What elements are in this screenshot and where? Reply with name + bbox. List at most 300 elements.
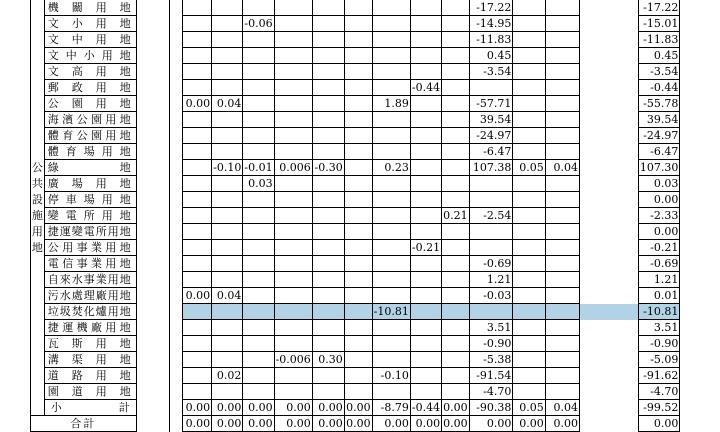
value-cell xyxy=(545,48,579,64)
spacer-cell xyxy=(136,288,169,304)
value-cell xyxy=(274,80,312,96)
row-total: 107.30 xyxy=(639,161,679,174)
value-cell xyxy=(212,16,243,32)
value-cell xyxy=(513,240,545,256)
value-cell xyxy=(212,0,243,16)
value-cell: -0.10 xyxy=(372,368,410,384)
value-cell xyxy=(410,208,441,224)
value-cell xyxy=(410,224,441,240)
value-cell xyxy=(243,336,274,352)
spacer-cell xyxy=(136,128,169,144)
spacer-cell xyxy=(136,160,169,176)
row-label: 體育公園用地 xyxy=(44,128,136,144)
spacer-cell xyxy=(169,400,183,416)
row-total: 0.45 xyxy=(638,48,680,64)
value-cell xyxy=(513,304,545,320)
value-cell xyxy=(410,0,441,16)
row-label: 文中小用地 xyxy=(44,48,136,64)
value-cell: -0.03 xyxy=(469,288,513,304)
value-cell: 0.00 xyxy=(372,416,410,432)
value-cell xyxy=(243,32,274,48)
value-cell xyxy=(212,256,243,272)
value-cell xyxy=(545,144,579,160)
spacer-cell xyxy=(136,224,169,240)
value-cell: -24.97 xyxy=(469,128,513,144)
value-cell xyxy=(410,32,441,48)
table-row xyxy=(31,0,720,16)
value-cell xyxy=(372,16,410,32)
value-cell: -90.38 xyxy=(469,400,513,416)
value-cell: -0.21 xyxy=(411,241,441,254)
value-cell: -0.006 xyxy=(275,353,311,366)
value-cell: 0.00 xyxy=(183,288,212,304)
value-cell xyxy=(312,64,344,80)
value-cell: -57.71 xyxy=(469,96,513,112)
value-cell xyxy=(212,336,243,352)
spacer-cell xyxy=(136,112,169,128)
value-cell xyxy=(274,112,312,128)
category-cell xyxy=(31,80,45,96)
value-cell xyxy=(274,288,312,304)
value-cell xyxy=(212,304,243,320)
value-cell xyxy=(410,128,441,144)
value-cell xyxy=(442,288,470,304)
value-cell xyxy=(545,128,579,144)
value-cell xyxy=(274,96,312,112)
value-cell: -6.47 xyxy=(469,144,513,160)
value-cell xyxy=(243,304,274,320)
value-cell xyxy=(243,64,274,80)
value-cell xyxy=(274,144,312,160)
row-label: 變電所用地 xyxy=(44,208,136,224)
row-label: 電信事業用地 xyxy=(44,256,136,272)
value-cell xyxy=(312,336,344,352)
value-cell xyxy=(274,240,312,256)
row-total: -6.47 xyxy=(638,144,680,160)
value-cell xyxy=(513,256,545,272)
category-cell: 共 xyxy=(31,177,43,190)
value-cell xyxy=(183,192,212,208)
value-cell xyxy=(183,320,212,336)
value-cell xyxy=(212,208,243,224)
value-cell xyxy=(274,16,312,32)
value-cell: 0.00 xyxy=(312,416,344,432)
value-cell xyxy=(442,192,470,208)
value-cell xyxy=(442,16,470,32)
value-cell xyxy=(274,304,312,320)
value-cell xyxy=(410,112,441,128)
table-row xyxy=(31,256,720,272)
value-cell xyxy=(212,128,243,144)
value-cell xyxy=(410,320,441,336)
value-cell: 107.38 xyxy=(469,160,513,176)
value-cell xyxy=(513,192,545,208)
value-cell xyxy=(545,64,579,80)
category-cell xyxy=(31,384,45,400)
spacer-cell xyxy=(169,416,183,432)
value-cell xyxy=(183,32,212,48)
value-cell xyxy=(545,96,579,112)
value-cell xyxy=(344,272,372,288)
value-cell xyxy=(469,304,513,320)
table-row xyxy=(31,64,720,80)
value-cell xyxy=(344,80,372,96)
value-cell xyxy=(442,176,470,192)
row-total: -4.70 xyxy=(638,384,680,400)
value-cell: 1.89 xyxy=(372,96,410,112)
category-cell xyxy=(31,368,45,384)
value-cell xyxy=(183,0,212,16)
value-cell: 0.04 xyxy=(545,160,579,176)
spacer-cell xyxy=(136,0,169,16)
spacer-cell xyxy=(169,352,183,368)
value-cell: -0.69 xyxy=(469,256,513,272)
value-cell xyxy=(344,224,372,240)
value-cell xyxy=(212,192,243,208)
grand-total-row xyxy=(31,416,720,432)
value-cell: 1.21 xyxy=(469,272,513,288)
spacer-cell xyxy=(136,416,169,432)
value-cell xyxy=(372,192,410,208)
value-cell: 0.45 xyxy=(469,48,513,64)
value-cell: 0.00 xyxy=(212,400,243,416)
value-cell xyxy=(183,128,212,144)
category-cell xyxy=(31,16,45,32)
value-cell xyxy=(183,352,212,368)
subtotal-total: -99.52 xyxy=(638,400,680,416)
value-cell xyxy=(442,240,470,256)
table-body xyxy=(31,0,720,432)
value-cell: 0.00 xyxy=(410,416,441,432)
value-cell xyxy=(312,384,344,400)
spacer-cell xyxy=(580,208,639,224)
value-cell xyxy=(442,96,470,112)
value-cell xyxy=(344,240,372,256)
spacer-cell xyxy=(169,336,183,352)
value-cell xyxy=(545,368,579,384)
spacer-cell xyxy=(580,0,639,16)
value-cell xyxy=(312,16,344,32)
value-cell xyxy=(442,64,470,80)
value-cell xyxy=(513,64,545,80)
spacer-cell xyxy=(136,240,169,256)
value-cell xyxy=(344,144,372,160)
value-cell xyxy=(312,256,344,272)
value-cell xyxy=(513,0,545,16)
value-cell: -2.54 xyxy=(469,208,513,224)
spacer-cell xyxy=(580,224,639,240)
row-label: 體育場用地 xyxy=(44,144,136,160)
value-cell xyxy=(183,64,212,80)
value-cell xyxy=(344,128,372,144)
table-row xyxy=(31,384,720,400)
value-cell xyxy=(243,192,274,208)
table-row xyxy=(31,32,720,48)
value-cell xyxy=(372,64,410,80)
row-total: 39.54 xyxy=(638,112,680,128)
row-label: 廣 場 用 地 xyxy=(44,176,136,192)
spacer-cell xyxy=(580,80,639,96)
value-cell xyxy=(312,192,344,208)
value-cell xyxy=(344,48,372,64)
value-cell xyxy=(442,80,470,96)
spacer-cell xyxy=(580,96,639,112)
value-cell: -0.06 xyxy=(244,17,273,30)
value-cell xyxy=(344,304,372,320)
value-cell xyxy=(344,208,372,224)
value-cell xyxy=(183,80,212,96)
value-cell xyxy=(212,32,243,48)
value-cell xyxy=(410,64,441,80)
table-row xyxy=(31,208,720,224)
category-cell: 施 xyxy=(31,209,43,222)
value-cell xyxy=(274,176,312,192)
value-cell xyxy=(442,128,470,144)
value-cell xyxy=(312,128,344,144)
spacer-cell xyxy=(580,192,639,208)
value-cell: 0.00 xyxy=(346,417,371,430)
row-label: 公用事業用地 xyxy=(44,240,136,256)
spacer-cell xyxy=(136,256,169,272)
value-cell xyxy=(312,304,344,320)
spacer-cell xyxy=(136,304,169,320)
value-cell xyxy=(344,32,372,48)
value-cell xyxy=(243,96,274,112)
value-cell xyxy=(513,96,545,112)
value-cell: 0.05 xyxy=(513,400,545,416)
spacer-cell xyxy=(580,48,639,64)
value-cell: 0.04 xyxy=(212,288,243,304)
value-cell xyxy=(243,224,274,240)
value-cell xyxy=(513,208,545,224)
spacer-cell xyxy=(169,320,183,336)
value-cell xyxy=(513,320,545,336)
category-cell xyxy=(31,256,45,272)
value-cell: 0.00 xyxy=(243,416,274,432)
value-cell xyxy=(243,352,274,368)
value-cell: -0.30 xyxy=(312,160,344,176)
row-label: 自來水事業用地 xyxy=(44,272,136,288)
value-cell xyxy=(183,304,212,320)
row-label: 文 中 用 地 xyxy=(44,32,136,48)
value-cell xyxy=(243,208,274,224)
value-cell xyxy=(344,192,372,208)
value-cell xyxy=(372,320,410,336)
row-total: -17.22 xyxy=(638,0,680,16)
value-cell: 0.00 xyxy=(274,416,312,432)
spacer-cell xyxy=(136,48,169,64)
row-label: 污水處理廠用地 xyxy=(44,288,136,304)
value-cell xyxy=(469,192,513,208)
value-cell xyxy=(243,240,274,256)
row-total: -0.44 xyxy=(638,80,680,96)
value-cell xyxy=(513,112,545,128)
value-cell xyxy=(312,320,344,336)
value-cell xyxy=(212,272,243,288)
category-cell xyxy=(31,288,45,304)
value-cell xyxy=(442,304,470,320)
value-cell xyxy=(344,160,372,176)
spacer-cell xyxy=(136,16,169,32)
value-cell xyxy=(469,240,513,256)
row-total: -11.83 xyxy=(638,32,680,48)
table-row xyxy=(31,320,720,336)
table-row xyxy=(31,352,720,368)
value-cell xyxy=(243,288,274,304)
value-cell: 0.00 xyxy=(346,401,371,414)
row-total: 0.00 xyxy=(638,192,680,208)
value-cell xyxy=(312,112,344,128)
land-use-change-table xyxy=(30,0,720,432)
category-cell xyxy=(31,144,45,160)
category-cell: 公 xyxy=(31,161,43,174)
table-row xyxy=(31,144,720,160)
value-cell: 0.00 xyxy=(183,416,212,432)
value-cell: -91.54 xyxy=(469,368,513,384)
value-cell xyxy=(513,128,545,144)
value-cell xyxy=(344,336,372,352)
category-cell: 用 xyxy=(31,225,43,238)
value-cell xyxy=(410,304,441,320)
spacer-cell xyxy=(580,128,639,144)
value-cell xyxy=(372,112,410,128)
value-cell xyxy=(442,112,470,128)
value-cell xyxy=(243,80,274,96)
value-cell: -8.79 xyxy=(372,400,410,416)
category-cell xyxy=(31,304,45,320)
spacer-cell xyxy=(580,320,639,336)
value-cell: -4.70 xyxy=(469,384,513,400)
table-row xyxy=(31,176,720,192)
value-cell xyxy=(344,0,372,16)
value-cell xyxy=(344,112,372,128)
row-label: 道 路 用 地 xyxy=(44,368,136,384)
value-cell xyxy=(274,0,312,16)
spacer-cell xyxy=(169,64,183,80)
value-cell xyxy=(545,32,579,48)
spacer-cell xyxy=(169,48,183,64)
value-cell: 0.21 xyxy=(443,209,468,222)
value-cell xyxy=(372,240,410,256)
value-cell xyxy=(545,112,579,128)
row-label: 郵 政 用 地 xyxy=(44,80,136,96)
row-label: 垃圾焚化爐用地 xyxy=(44,304,136,320)
value-cell: 0.00 xyxy=(469,416,513,432)
value-cell: 0.00 xyxy=(212,416,243,432)
table-row xyxy=(31,240,720,256)
spacer-cell xyxy=(169,80,183,96)
value-cell xyxy=(372,48,410,64)
value-cell xyxy=(545,224,579,240)
spacer-cell xyxy=(580,304,639,320)
value-cell xyxy=(410,16,441,32)
value-cell xyxy=(545,208,579,224)
value-cell xyxy=(410,288,441,304)
row-label: 機 關 用 地 xyxy=(44,0,136,16)
table-row xyxy=(31,368,720,384)
spacer-cell xyxy=(169,368,183,384)
category-cell xyxy=(31,0,45,16)
value-cell xyxy=(410,368,441,384)
value-cell xyxy=(243,272,274,288)
value-cell xyxy=(183,272,212,288)
value-cell xyxy=(372,32,410,48)
row-total: 1.21 xyxy=(638,272,680,288)
spacer-cell xyxy=(580,112,639,128)
grand-total-label: 合計 xyxy=(31,416,137,432)
value-cell xyxy=(442,384,470,400)
spacer-cell xyxy=(580,240,639,256)
value-cell xyxy=(183,336,212,352)
value-cell xyxy=(545,288,579,304)
row-total: -91.62 xyxy=(638,368,680,384)
value-cell xyxy=(274,384,312,400)
row-label: 文 高 用 地 xyxy=(44,64,136,80)
value-cell xyxy=(212,176,243,192)
spacer-cell xyxy=(136,352,169,368)
row-label: 綠 地 xyxy=(44,160,136,176)
value-cell: 0.00 xyxy=(274,400,312,416)
spacer-cell xyxy=(136,368,169,384)
value-cell: -14.95 xyxy=(469,16,513,32)
value-cell: -5.38 xyxy=(469,352,513,368)
value-cell xyxy=(183,368,212,384)
value-cell xyxy=(410,176,441,192)
value-cell xyxy=(243,48,274,64)
value-cell xyxy=(410,160,441,176)
value-cell xyxy=(212,64,243,80)
value-cell xyxy=(212,352,243,368)
row-label: 溝 渠 用 地 xyxy=(44,352,136,368)
value-cell: -17.22 xyxy=(469,0,513,16)
value-cell xyxy=(183,112,212,128)
value-cell xyxy=(442,256,470,272)
value-cell xyxy=(469,224,513,240)
spacer-cell xyxy=(169,272,183,288)
spacer-cell xyxy=(169,192,183,208)
value-cell xyxy=(312,176,344,192)
value-cell xyxy=(243,320,274,336)
row-label: 捷運變電所用地 xyxy=(44,224,136,240)
value-cell xyxy=(183,16,212,32)
value-cell xyxy=(372,144,410,160)
value-cell xyxy=(312,144,344,160)
category-cell xyxy=(31,320,45,336)
spacer-cell xyxy=(169,176,183,192)
value-cell xyxy=(312,240,344,256)
value-cell xyxy=(372,128,410,144)
value-cell: -0.44 xyxy=(411,81,441,94)
value-cell xyxy=(212,80,243,96)
spacer-cell xyxy=(169,304,183,320)
value-cell xyxy=(442,320,470,336)
spacer-cell xyxy=(580,368,639,384)
category-cell xyxy=(31,64,45,80)
spacer-cell xyxy=(580,400,639,416)
table-row xyxy=(31,80,720,96)
value-cell xyxy=(410,144,441,160)
value-cell xyxy=(545,384,579,400)
row-total: 0.01 xyxy=(638,288,680,304)
spacer-cell xyxy=(136,64,169,80)
value-cell xyxy=(312,368,344,384)
value-cell xyxy=(274,48,312,64)
value-cell xyxy=(513,272,545,288)
value-cell: 39.54 xyxy=(469,112,513,128)
value-cell xyxy=(545,16,579,32)
value-cell: 0.00 xyxy=(243,400,274,416)
value-cell xyxy=(442,272,470,288)
